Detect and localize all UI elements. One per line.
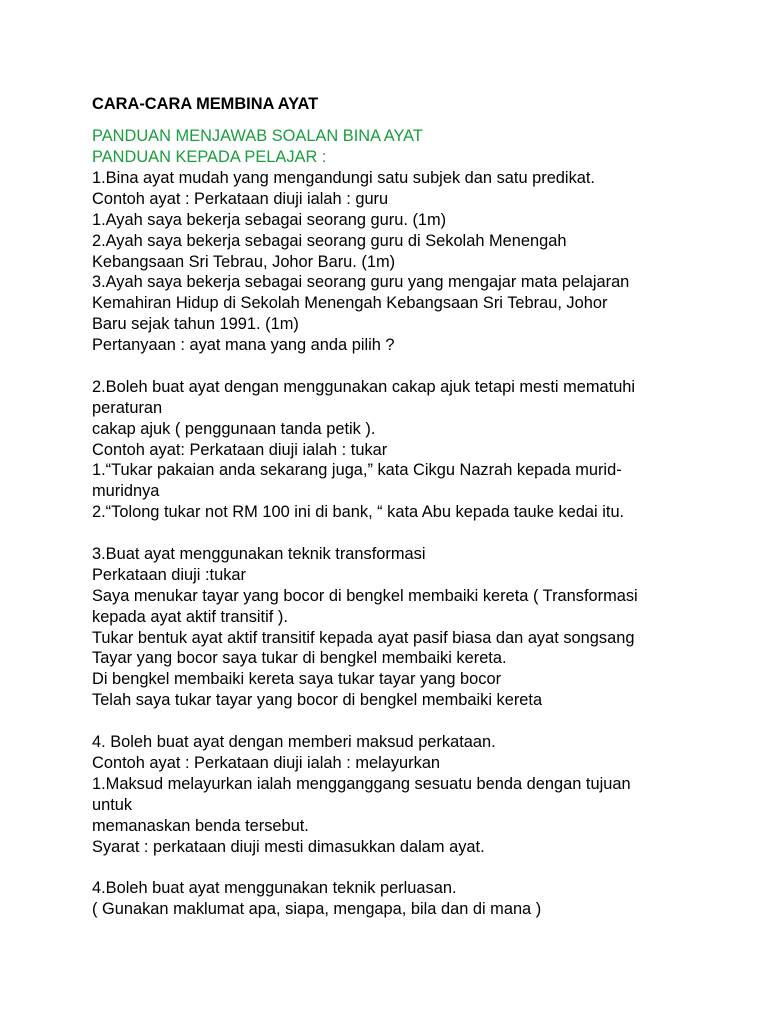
text-line: peraturan [92,398,163,417]
text-line: Tukar bentuk ayat aktif transitif kepada ayat pasif biasa dan ayat songsang [92,628,635,647]
guide-heading [92,126,423,168]
text-line: Baru sejak tahun 1991. (1m) [92,315,299,334]
guide-heading-line: PANDUAN MENJAWAB SOALAN BINA AYAT [92,127,423,145]
document-page [92,0,752,1024]
text-line: 1.Bina ayat mudah yang mengandungi satu subjek dan satu predikat. [92,169,595,187]
text-line: 4.Boleh buat ayat menggunakan teknik perluasan. [92,879,457,898]
text-line: Contoh ayat : Perkataan diuji ialah : guru [92,189,389,208]
text-line: muridnya [92,482,160,501]
text-line: Contoh ayat: Perkataan diuji ialah : tukar [92,440,388,459]
text-line: Kebangsaan Sri Tebrau, Johor Baru. (1m) [92,252,396,271]
text-line: 1.“Tukar pakaian anda sekarang juga,” kata Cikgu Nazrah kepada murid- [92,461,622,480]
text-line: untuk [92,795,133,814]
text-line: 2.“Tolong tukar not RM 100 ini di bank, “ kata Abu kepada tauke kedai itu. [92,503,625,522]
text-line: Di bengkel membaiki kereta saya tukar tayar yang bocor [92,670,502,689]
text-line: Perkataan diuji :tukar [92,565,246,584]
text-line: Tayar yang bocor saya tukar di bengkel membaiki kereta. [92,649,507,668]
text-line: Syarat : perkataan diuji mesti dimasukkan dalam ayat. [92,837,485,856]
text-line: Saya menukar tayar yang bocor di bengkel membaiki kereta ( Transformasi [92,586,638,605]
paragraph-gap [92,857,638,878]
text-line: 4. Boleh buat ayat dengan memberi maksud perkataan. [92,733,496,752]
text-line: 3.Ayah saya bekerja sebagai seorang guru yang mengajar mata pelajaran [92,273,630,292]
text-line: Telah saya tukar tayar yang bocor di bengkel membaiki kereta [92,691,543,710]
section-4 [92,732,638,857]
text-line: ( Gunakan maklumat apa, siapa, mengapa, bila dan di mana ) [92,900,542,919]
document-body [92,168,638,920]
text-line: 1.Maksud melayurkan ialah mengganggang sesuatu benda dengan tujuan [92,774,631,793]
text-line: 3.Buat ayat menggunakan teknik transformasi [92,545,426,564]
text-line: cakap ajuk ( penggunaan tanda petik ). [92,419,376,438]
paragraph-gap [92,523,638,544]
text-line: Pertanyaan : ayat mana yang anda pilih ? [92,336,395,355]
text-line: memanaskan benda tersebut. [92,816,309,835]
text-line: kepada ayat aktif transitif ). [92,607,288,626]
section-2 [92,377,638,523]
text-line: 2.Ayah saya bekerja sebagai seorang guru di Sekolah Menengah [92,231,567,250]
document-title: CARA-CARA MEMBINA AYAT [92,95,319,113]
text-line: 2.Boleh buat ayat dengan menggunakan cakap ajuk tetapi mesti mematuhi [92,377,636,396]
section-1 [92,168,638,356]
guide-heading-line: PANDUAN KEPADA PELAJAR : [92,147,327,166]
section-5 [92,878,638,920]
text-line: Kemahiran Hidup di Sekolah Menengah Kebangsaan Sri Tebrau, Johor [92,294,608,313]
paragraph-gap [92,356,638,377]
paragraph-gap [92,711,638,732]
text-line: 1.Ayah saya bekerja sebagai seorang guru. (1m) [92,210,447,229]
section-3 [92,544,638,711]
text-line: Contoh ayat : Perkataan diuji ialah : melayurkan [92,753,441,772]
